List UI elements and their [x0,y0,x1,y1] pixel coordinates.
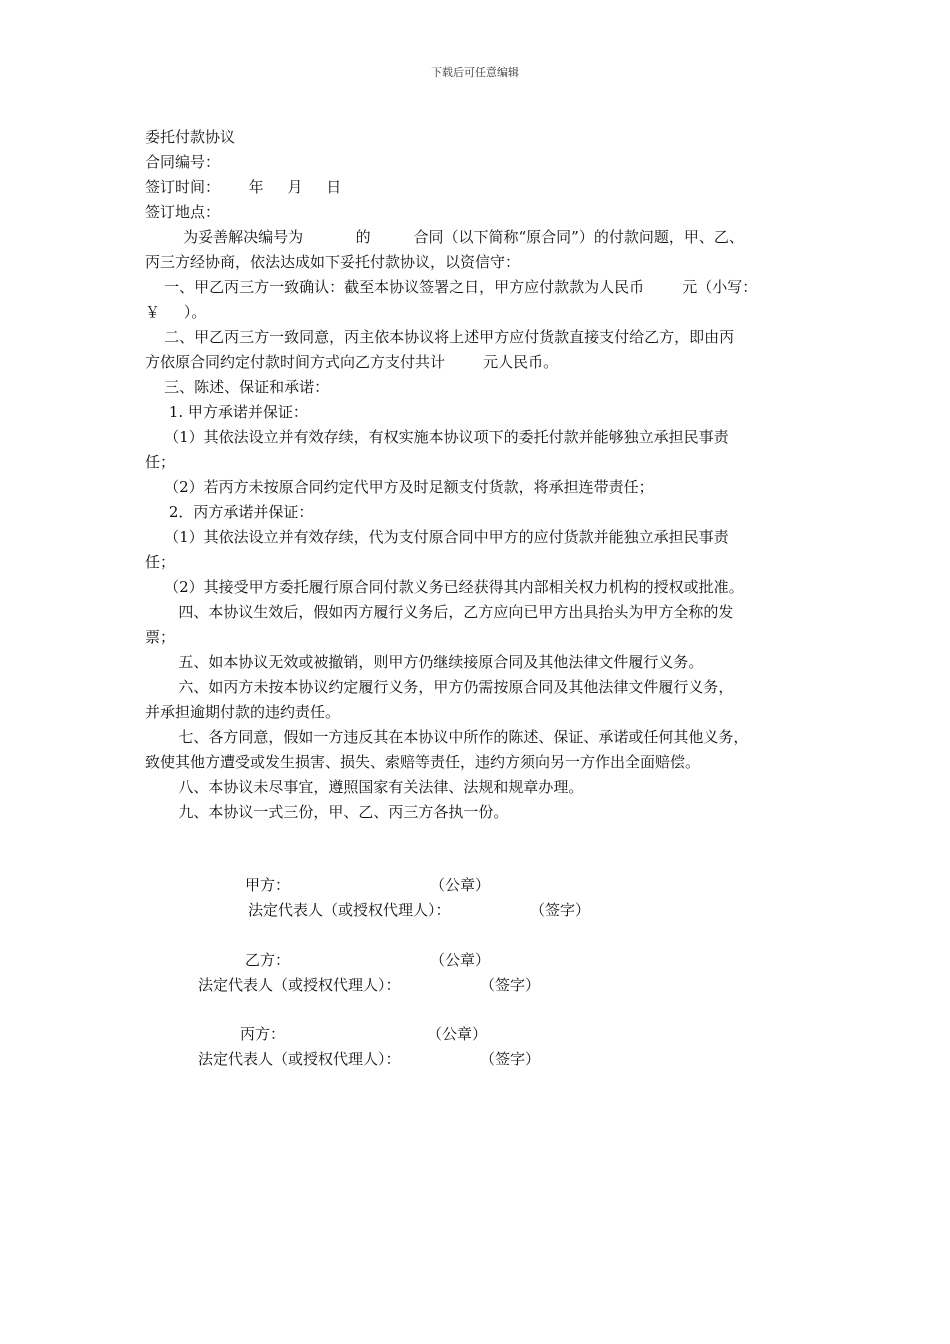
body-line: 票； [145,628,176,646]
body-line: （1）其依法设立并有效存续，有权实施本协议项下的委托付款并能够独立承担民事责 [145,428,729,446]
body-line: （1）其依法设立并有效存续，代为支付原合同中甲方的应付货款并能独立承担民事责 [145,528,729,546]
party-b-seal: （公章） [430,951,491,969]
body-line: （2）若丙方未按原合同约定代甲方及时足额支付货款，将承担连带责任； [145,478,654,496]
body-line: 三、陈述、保证和承诺： [145,378,330,396]
body-line: 八、本协议未尽事宜，遵照国家有关法律、法规和规章办理。 [145,778,584,796]
party-b-representative: 法定代表人（或授权代理人）： [198,976,401,994]
body-line: 任； [145,453,176,471]
body-line: 并承担逾期付款的违约责任。 [145,703,341,721]
party-a-representative-sign: （签字） [530,901,591,919]
party-c-representative: 法定代表人（或授权代理人）： [198,1050,401,1068]
body-line: 2．丙方承诺并保证： [145,503,314,521]
party-b-label: 乙方： [245,951,291,969]
body-line: 二、甲乙丙三方一致同意，丙主依本协议将上述甲方应付货款直接支付给乙方，即由丙 [145,328,735,346]
sign-time-line: 签订时间： 年 月 日 [145,178,342,196]
body-line: 九、本协议一式三份，甲、乙、丙三方各执一份。 [145,803,509,821]
party-a-seal: （公章） [430,876,491,894]
body-line: 六、如丙方未按本协议约定履行义务，甲方仍需按原合同及其他法律文件履行义务， [145,678,734,696]
body-line: 致使其他方遭受或发生损害、损失、索赔等责任，违约方须向另一方作出全面赔偿。 [145,753,701,771]
body-line: ￥ ）。 [145,303,207,321]
party-a-label: 甲方： [245,876,291,894]
party-c-seal: （公章） [427,1025,488,1043]
sign-place-line: 签订地点： [145,203,221,221]
party-b-representative-sign: （签字） [480,976,541,994]
header-note: 下载后可任意编辑 [431,66,519,79]
body-line: 五、如本协议无效或被撤销，则甲方仍继续接原合同及其他法律文件履行义务。 [145,653,704,671]
body-line: （2）其接受甲方委托履行原合同付款义务已经获得其内部相关权力机构的授权或批准。 [145,578,744,596]
party-c-representative-sign: （签字） [480,1050,541,1068]
body-line: 1. 甲方承诺并保证： [145,403,308,421]
body-line: 方依原合同约定付款时间方式向乙方支付共计 元人民币。 [145,353,559,371]
body-line: 四、本协议生效后，假如丙方履行义务后，乙方应向已甲方出具抬头为甲方全称的发 [145,603,734,621]
body-line: 七、各方同意，假如一方违反其在本协议中所作的陈述、保证、承诺或任何其他义务， [145,728,749,746]
party-a-representative: 法定代表人（或授权代理人）： [248,901,451,919]
body-line: 一、甲乙丙三方一致确认：截至本协议签署之日，甲方应付款款为人民币 元（小写： [145,278,758,296]
body-line: 丙三方经协商，依法达成如下妥托付款协议，以资信守： [145,253,521,271]
document-title: 委托付款协议 [145,128,236,146]
body-line: 任； [145,553,176,571]
body-line: 为妥善解决编号为 的 合同（以下简称“原合同”）的付款问题，甲、乙、 [145,228,744,246]
party-c-label: 丙方： [240,1025,286,1043]
contract-number-line: 合同编号： [145,153,221,171]
